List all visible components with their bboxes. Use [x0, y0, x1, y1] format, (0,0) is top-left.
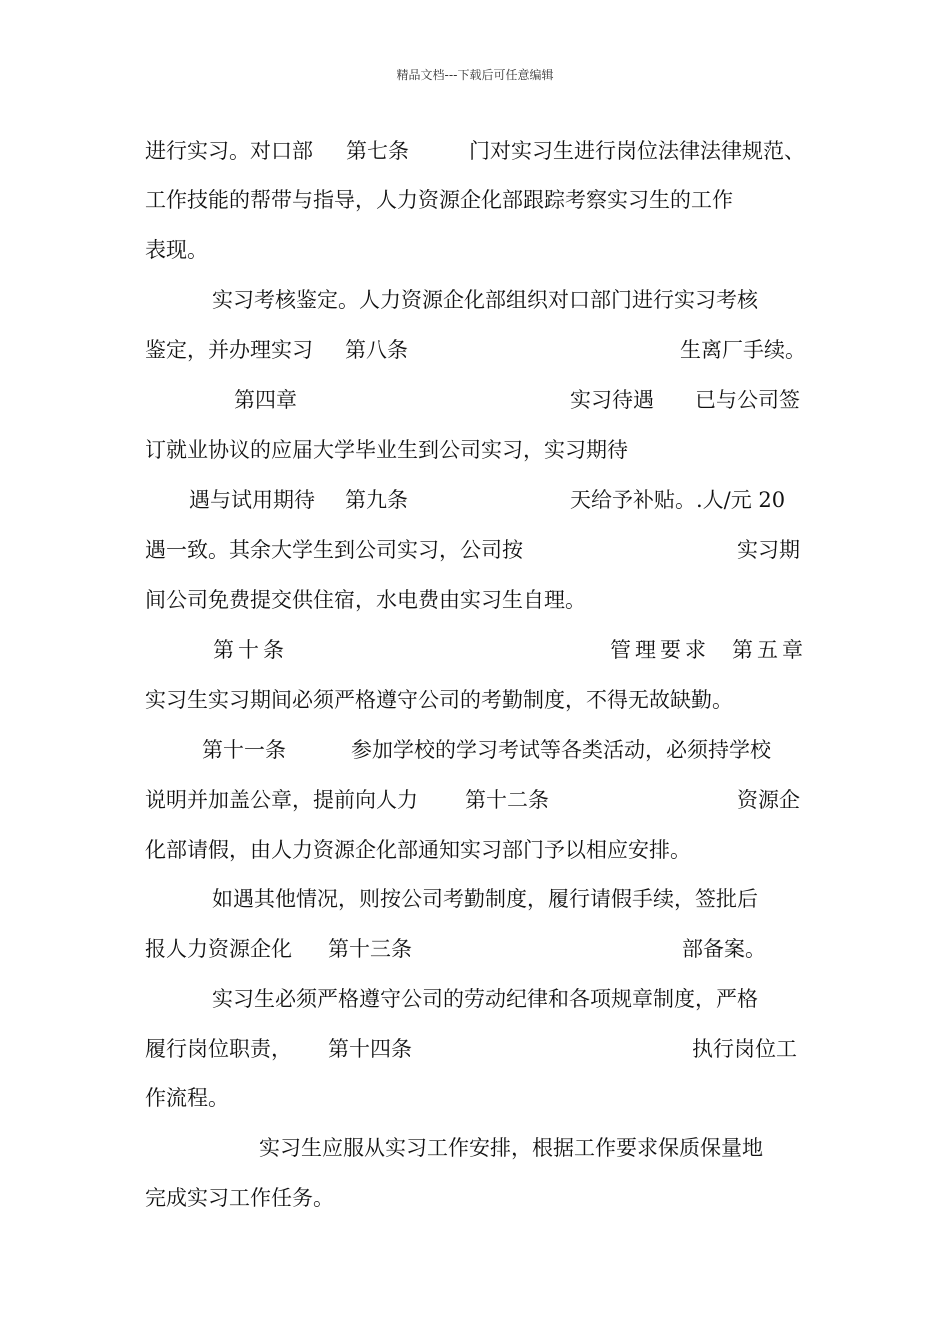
text-fragment: 资源企	[737, 788, 800, 812]
text-fragment: 实习考核鉴定。人力资源企化部组织对口部门进行实习考核	[212, 288, 758, 312]
text-fragment: 实习生必须严格遵守公司的劳动纪律和各项规章制度，严格	[212, 987, 758, 1011]
text-fragment: 门对实习生进行岗位法律法律规范、	[469, 139, 805, 163]
text-fragment: 天给予补贴。.人/元 20	[570, 488, 786, 512]
article-number: 第九条	[345, 488, 408, 512]
chapter-title: 管理要求	[610, 638, 710, 662]
article-number: 第十一条	[202, 738, 286, 762]
article-number: 第七条	[346, 139, 409, 163]
text-fragment: 报人力资源企化	[145, 937, 292, 961]
text-fragment: 实习生实习期间必须严格遵守公司的考勤制度，不得无故缺勤。	[145, 688, 733, 712]
article-number: 第十四条	[328, 1037, 412, 1061]
text-fragment: 说明并加盖公章，提前向人力	[145, 788, 418, 812]
text-fragment: 化部请假，由人力资源企化部通知实习部门予以相应安排。	[145, 838, 691, 862]
text-line	[145, 136, 805, 166]
text-line	[145, 385, 805, 415]
text-line	[145, 535, 805, 565]
article-number: 第十条	[213, 638, 288, 662]
text-fragment: 完成实习工作任务。	[145, 1186, 334, 1210]
text-line	[145, 485, 805, 515]
text-line	[145, 635, 805, 665]
article-number: 第八条	[345, 338, 408, 362]
text-fragment: 进行实习。对口部	[145, 139, 313, 163]
text-fragment: 参加学校的学习考试等各类活动，必须持学校	[351, 738, 771, 762]
page-header: 精品文档---下载后可任意编辑	[396, 68, 554, 82]
text-fragment: 执行岗位工	[692, 1037, 797, 1061]
text-fragment: 订就业协议的应届大学毕业生到公司实习，实习期待	[145, 438, 628, 462]
chapter-title: 实习待遇	[570, 388, 654, 412]
text-fragment: 遇一致。其余大学生到公司实习，公司按	[145, 538, 523, 562]
text-fragment: 作流程。	[145, 1086, 229, 1110]
text-line	[145, 1034, 805, 1064]
text-line	[145, 735, 805, 765]
text-line	[145, 785, 805, 815]
text-fragment: 生离厂手续。	[680, 338, 806, 362]
text-fragment: 部备案。	[682, 937, 766, 961]
chapter-heading: 第五章	[732, 638, 807, 662]
text-fragment: 工作技能的帮带与指导，人力资源企化部跟踪考察实习生的工作	[145, 188, 733, 212]
text-fragment: 鉴定，并办理实习	[145, 338, 313, 362]
text-line	[145, 934, 805, 964]
text-line	[145, 335, 805, 365]
text-fragment: 实习期	[737, 538, 800, 562]
text-fragment: 表现。	[145, 238, 208, 262]
text-fragment: 间公司免费提交供住宿，水电费由实习生自理。	[145, 588, 586, 612]
chapter-heading: 第四章	[234, 388, 297, 412]
text-fragment: 实习生应服从实习工作安排，根据工作要求保质保量地	[259, 1136, 763, 1160]
text-fragment: 履行岗位职责，	[145, 1037, 292, 1061]
article-number: 第十二条	[465, 788, 549, 812]
text-fragment: 如遇其他情况，则按公司考勤制度，履行请假手续，签批后	[212, 887, 758, 911]
text-fragment: 遇与试用期待	[189, 488, 315, 512]
article-number: 第十三条	[328, 937, 412, 961]
text-fragment: 已与公司签	[695, 388, 800, 412]
